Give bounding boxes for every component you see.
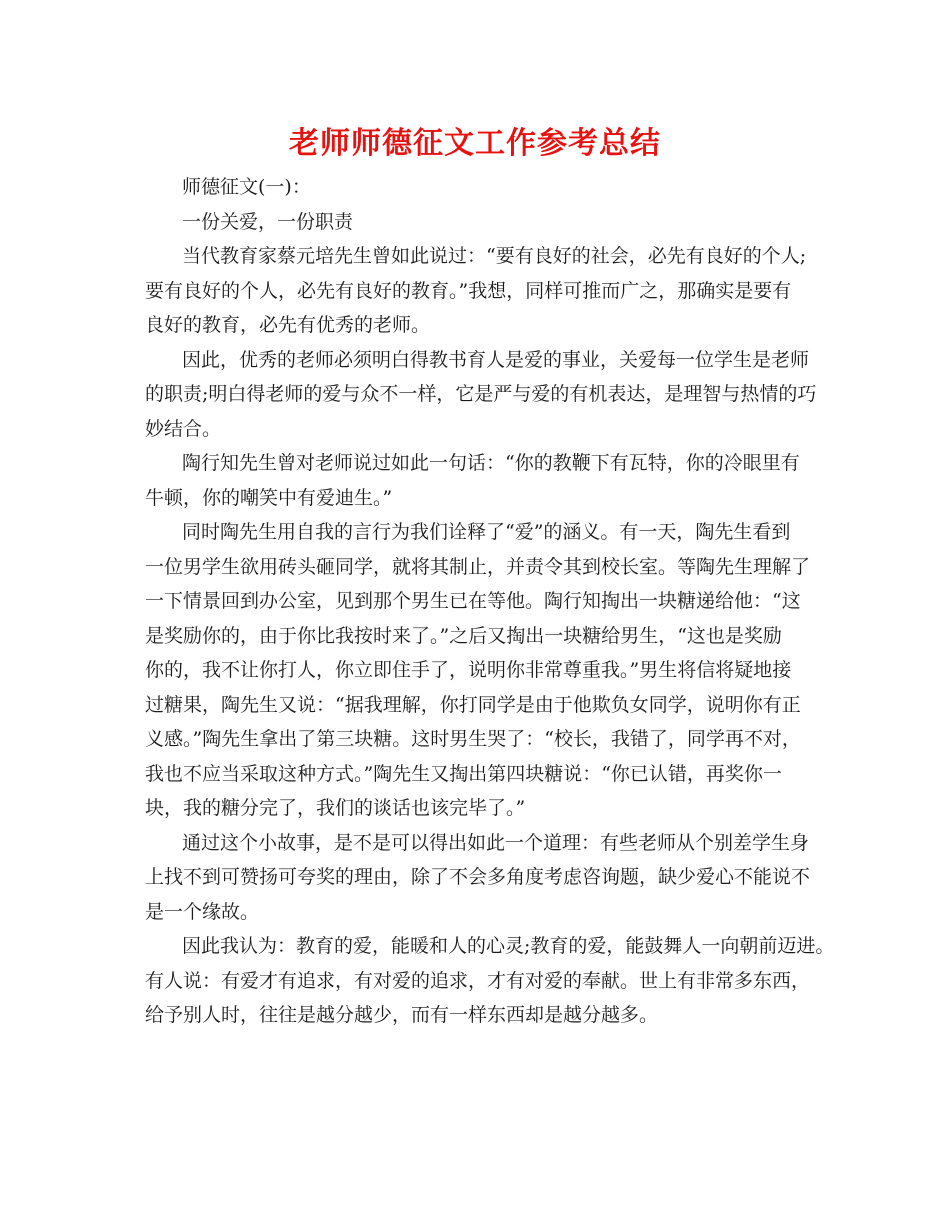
body-text-line: 牛顿，你的嘲笑中有爱迪生。” — [145, 486, 393, 509]
body-text-line: 上找不到可赞扬可夸奖的理由，除了不会多角度考虑咨询题，缺少爱心不能说不 — [145, 866, 811, 888]
body-text-line: 义感。”陶先生拿出了第三块糖。这时男生哭了：“校长，我错了，同学再不对， — [145, 728, 801, 750]
body-text-line: 良好的教育，必先有优秀的老师。 — [145, 314, 431, 336]
body-text-line: 一份关爱，一份职责 — [182, 210, 354, 233]
body-text-line: 块，我的糖分完了，我们的谈话也该完毕了。” — [145, 797, 526, 819]
body-text-line: 妙结合。 — [145, 417, 222, 440]
body-text-line: 要有良好的个人，必先有良好的教育。”我想，同样可推而广之，那确实是要有 — [145, 279, 792, 302]
body-text-line: 陶行知先生曾对老师说过如此一句话：“你的教鞭下有瓦特，你的冷眼里有 — [182, 452, 800, 474]
body-text-line: 因此，优秀的老师必须明白得教书育人是爱的事业，关爱每一位学生是老师 — [182, 348, 810, 371]
document-body — [145, 170, 835, 1033]
body-text-line: 是一个缘故。 — [145, 900, 260, 923]
body-text-line: 的职责;明白得老师的爱与众不一样，它是严与爱的有机表达，是理智与热情的巧 — [145, 383, 817, 405]
body-text-line: 有人说：有爱才有追求，有对爱的追求，才有对爱的奉献。世上有非常多东西， — [145, 969, 811, 992]
body-text-line: 是奖励你的，由于你比我按时来了。”之后又掏出一块糖给男生，“这也是奖励 — [145, 624, 782, 647]
body-text-line: 通过这个小故事，是不是可以得出如此一个道理：有些老师从个别差学生身 — [182, 831, 810, 854]
body-text-line: 我也不应当采取这种方式。”陶先生又掏出第四块糖说：“你已认错，再奖你一 — [145, 762, 782, 785]
body-text-line: 一下情景回到办公室，见到那个男生已在等他。陶行知掏出一块糖递给他：“这 — [145, 590, 801, 612]
body-text-line: 同时陶先生用自我的言行为我们诠释了“爱”的涵义。有一天，陶先生看到 — [182, 521, 791, 543]
body-text-line: 当代教育家蔡元培先生曾如此说过：“要有良好的社会，必先有良好的个人; — [182, 245, 807, 267]
body-text-line: 给予别人时，往往是越分越少，而有一样东西却是越分越多。 — [145, 1004, 659, 1026]
body-text-line: 你的，我不让你打人，你立即住手了，说明你非常尊重我。”男生将信将疑地接 — [145, 659, 792, 681]
body-text-line: 一位男学生欲用砖头砸同学，就将其制止，并责令其到校长室。等陶先生理解了 — [145, 555, 811, 578]
body-text-line: 过糖果，陶先生又说：“据我理解，你打同学是由于他欺负女同学，说明你有正 — [145, 693, 801, 716]
body-text-line: 师德征文(一)： — [182, 176, 311, 198]
body-text-line: 因此我认为：教育的爱，能暖和人的心灵;教育的爱，能鼓舞人一向朝前迈进。 — [182, 935, 835, 957]
document-title: 老师师德征文工作参考总结 — [289, 126, 661, 161]
